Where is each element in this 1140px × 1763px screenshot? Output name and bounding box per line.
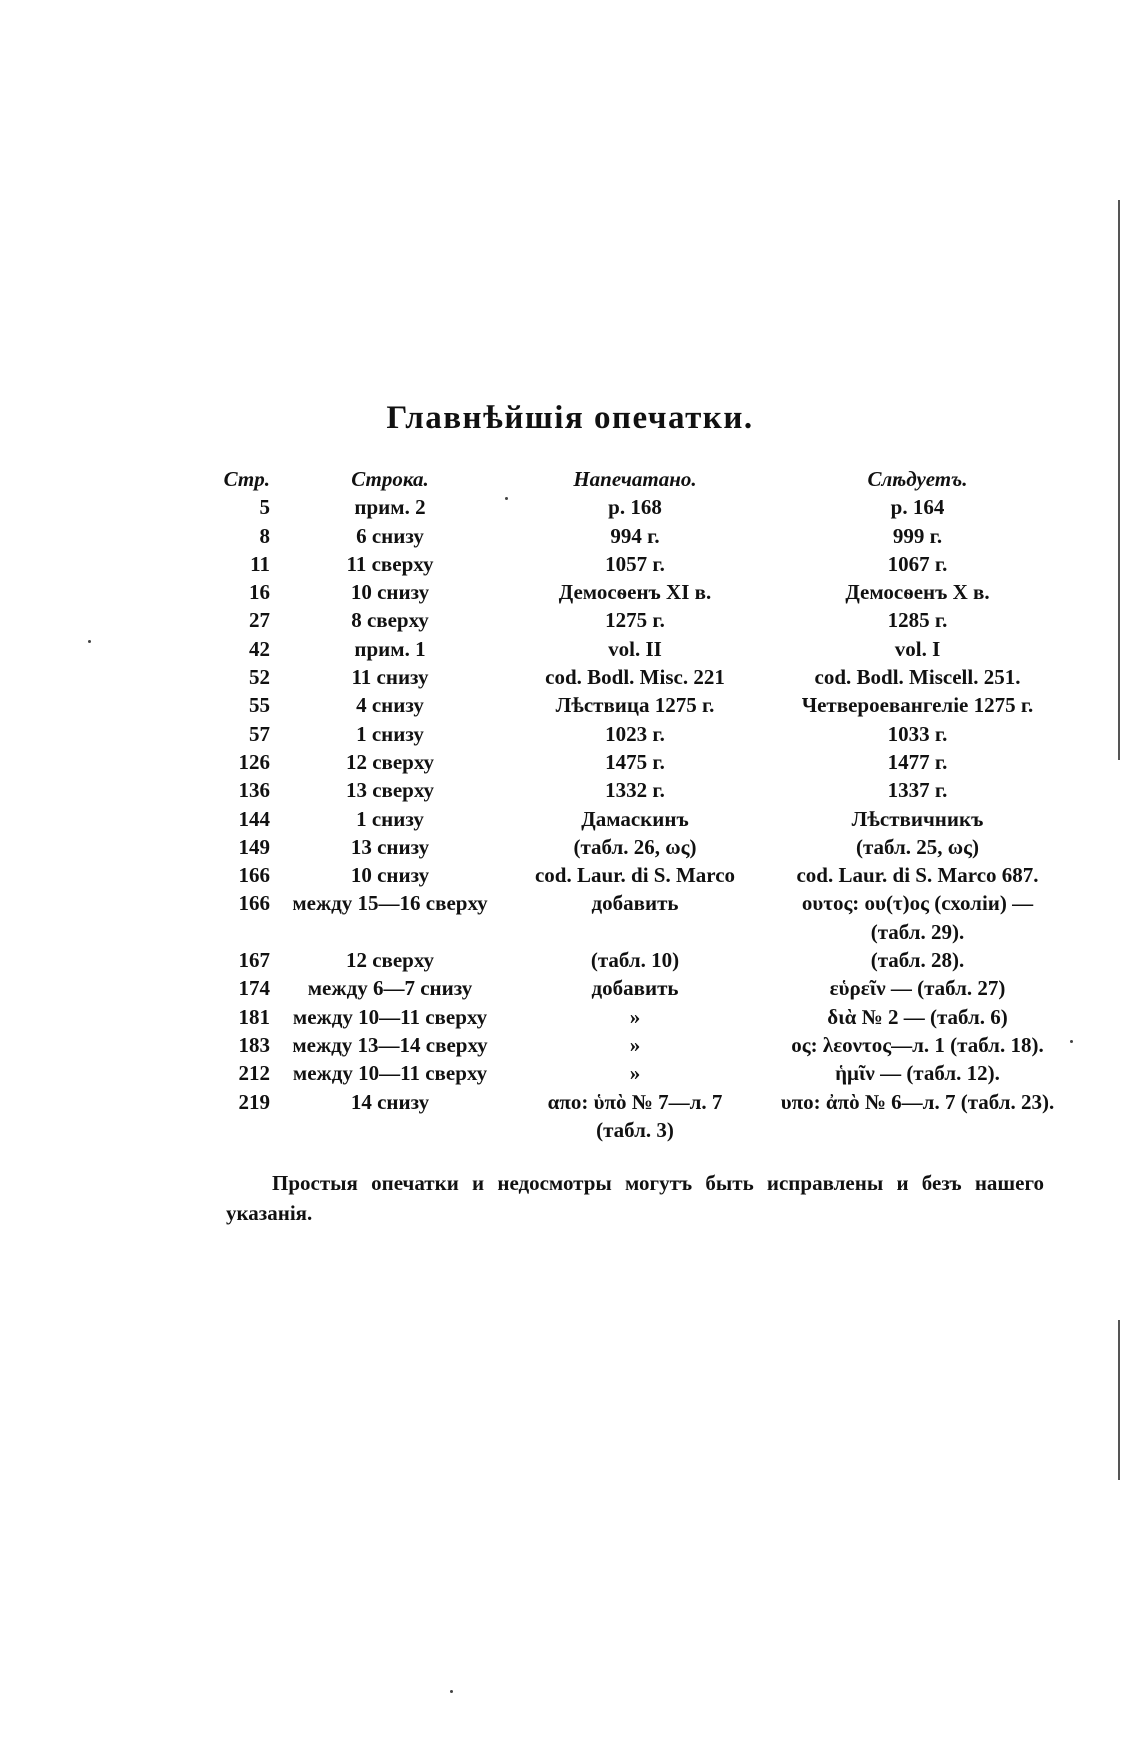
- cell-correct: cod. Bodl. Miscell. 251.: [814, 665, 1021, 690]
- cell-correct: Четвероевангеліе 1275 г.: [801, 693, 1034, 718]
- errata-row: [222, 973, 1065, 1001]
- errata-row: [222, 633, 1065, 661]
- errata-row: [222, 832, 1065, 860]
- errata-body: [222, 492, 1065, 1143]
- scan-edge-line: [1118, 200, 1120, 760]
- cell-line: между 6—7 снизу: [307, 976, 473, 1001]
- cell-correct: ουτος: ου(τ)ος (схоліи) —: [801, 891, 1034, 916]
- cell-correct: (табл. 25, ως): [855, 834, 980, 859]
- header-correct: Слѣдуетъ.: [867, 467, 968, 491]
- cell-line: между 13—14 сверху: [292, 1032, 488, 1057]
- cell-correct: 1285 г.: [887, 608, 948, 633]
- cell-line: 10 снизу: [350, 863, 430, 888]
- cell-correct: (табл. 28).: [870, 948, 965, 973]
- errata-row: [222, 775, 1065, 803]
- cell-page: 149: [238, 834, 270, 859]
- cell-page: [222, 916, 280, 944]
- cell-printed: p. 168: [608, 495, 662, 520]
- cell-correct: 1033 г.: [887, 721, 948, 746]
- cell-line: прим. 1: [354, 636, 426, 661]
- page-title: Главнѣйшія опечатки.: [386, 400, 754, 436]
- cell-page: [222, 1115, 280, 1143]
- cell-page: 136: [238, 778, 270, 803]
- cell-printed: (табл. 10): [590, 948, 680, 973]
- cell-printed: [500, 916, 770, 944]
- errata-row: [222, 605, 1065, 633]
- cell-line: 6 снизу: [356, 523, 424, 548]
- cell-line: 13 снизу: [350, 834, 430, 859]
- cell-line: 14 снизу: [350, 1089, 430, 1114]
- errata-row: [222, 492, 1065, 520]
- header-line: Строка.: [351, 467, 429, 491]
- cell-page: 144: [238, 806, 270, 831]
- cell-correct: 1477 г.: [887, 749, 948, 774]
- cell-correct: Демосѳенъ X в.: [845, 580, 990, 605]
- scan-speck: [88, 640, 91, 643]
- cell-correct: ἡμῖν — (табл. 12).: [835, 1061, 1000, 1086]
- cell-correct: [770, 1115, 1065, 1143]
- cell-printed: 1332 г.: [605, 778, 665, 803]
- cell-page: 55: [249, 693, 270, 718]
- cell-line: [280, 916, 500, 944]
- scan-speck: [450, 1690, 453, 1693]
- errata-header-row: [222, 462, 1065, 492]
- cell-printed: 1475 г.: [605, 749, 665, 774]
- cell-page: 57: [249, 721, 270, 746]
- errata-row: [222, 747, 1065, 775]
- cell-page: 42: [249, 636, 270, 661]
- errata-row: [222, 520, 1065, 548]
- scan-speck: [1070, 1040, 1073, 1043]
- cell-printed: απο: ὑπὸ № 7—л. 7: [547, 1089, 723, 1114]
- errata-row: [222, 577, 1065, 605]
- cell-printed: »: [629, 1032, 641, 1057]
- errata-row: [222, 1001, 1065, 1029]
- cell-line: 13 сверху: [345, 778, 435, 803]
- cell-printed: (табл. 26, ως): [573, 834, 697, 859]
- cell-printed: Дамаскинъ: [581, 806, 689, 831]
- header-printed: Напечатано.: [573, 467, 697, 491]
- cell-page: 16: [249, 580, 270, 605]
- errata-row: [222, 803, 1065, 831]
- header-page: Стр.: [223, 467, 270, 491]
- cell-page: 8: [259, 523, 270, 548]
- cell-line: 11 снизу: [351, 665, 429, 690]
- cell-line: между 15—16 сверху: [292, 891, 488, 916]
- cell-printed: 994 г.: [610, 523, 660, 548]
- scan-speck: [505, 497, 508, 500]
- cell-page: 181: [238, 1004, 270, 1029]
- errata-table: [222, 462, 1065, 1143]
- cell-printed: cod. Bodl. Misc. 221: [545, 665, 725, 690]
- cell-line: прим. 2: [354, 495, 426, 520]
- errata-row: [222, 860, 1065, 888]
- cell-correct: p. 164: [890, 495, 945, 520]
- errata-row: [222, 1086, 1065, 1114]
- cell-printed: 1057 г.: [605, 551, 665, 576]
- cell-page: 166: [238, 891, 270, 916]
- cell-page: 27: [249, 608, 270, 633]
- cell-printed: cod. Laur. di S. Marco: [534, 863, 736, 888]
- cell-printed: »: [629, 1061, 641, 1086]
- cell-correct: 1067 г.: [887, 551, 948, 576]
- scan-edge-line: [1118, 1320, 1120, 1480]
- cell-printed: Демосѳенъ XI в.: [558, 580, 712, 605]
- errata-row: [222, 662, 1065, 690]
- cell-page: 5: [259, 495, 270, 520]
- errata-row: [222, 916, 1065, 944]
- cell-line: между 10—11 сверху: [292, 1061, 488, 1086]
- cell-printed: добавить: [591, 891, 679, 916]
- errata-row: [222, 690, 1065, 718]
- cell-line: 1 снизу: [356, 806, 424, 831]
- cell-line: 12 сверху: [345, 749, 435, 774]
- cell-page: 126: [238, 749, 270, 774]
- cell-printed: 1023 г.: [605, 721, 665, 746]
- cell-correct: (табл. 29).: [870, 919, 965, 944]
- cell-page: 52: [249, 665, 270, 690]
- cell-page: 183: [238, 1032, 270, 1057]
- errata-row: [222, 1030, 1065, 1058]
- cell-page: 174: [238, 976, 270, 1001]
- cell-line: между 10—11 сверху: [292, 1004, 488, 1029]
- cell-correct: εὑρεῖν — (табл. 27): [829, 976, 1006, 1001]
- cell-correct: ος: λεοντος—л. 1 (табл. 18).: [791, 1032, 1044, 1057]
- errata-row: [222, 1115, 1065, 1143]
- cell-correct: Лѣствичникъ: [851, 806, 984, 831]
- cell-page: 212: [238, 1061, 270, 1086]
- cell-correct: cod. Laur. di S. Marco 687.: [796, 863, 1039, 888]
- errata-row: [222, 888, 1065, 916]
- cell-page: 167: [238, 948, 270, 973]
- cell-line: [280, 1115, 500, 1143]
- cell-page: 166: [238, 863, 270, 888]
- cell-correct: διὰ № 2 — (табл. 6): [827, 1004, 1008, 1029]
- cell-printed: »: [629, 1004, 641, 1029]
- cell-printed: 1275 г.: [605, 608, 665, 633]
- cell-line: 11 сверху: [346, 551, 434, 576]
- cell-page: 11: [250, 551, 270, 576]
- cell-correct: 999 г.: [892, 523, 943, 548]
- cell-printed: Лѣствица 1275 г.: [555, 693, 715, 718]
- cell-line: 1 снизу: [356, 721, 424, 746]
- cell-correct: υπο: ἀπὸ № 6—л. 7 (табл. 23).: [780, 1089, 1055, 1114]
- cell-correct: 1337 г.: [887, 778, 948, 803]
- cell-printed: добавить: [591, 976, 679, 1001]
- errata-row: [222, 945, 1065, 973]
- cell-printed: (табл. 3): [596, 1117, 674, 1142]
- cell-line: 4 снизу: [356, 693, 424, 718]
- errata-row: [222, 1058, 1065, 1086]
- cell-correct: vol. I: [894, 636, 941, 661]
- cell-line: 12 сверху: [345, 948, 435, 973]
- errata-row: [222, 718, 1065, 746]
- cell-printed: vol. II: [608, 636, 662, 661]
- closing-note: Простыя опечатки и недосмотры могутъ быть исправлены и безъ нашего указанія.: [226, 1171, 1044, 1225]
- cell-page: 219: [238, 1089, 270, 1114]
- cell-line: 8 сверху: [351, 608, 429, 633]
- cell-line: 10 снизу: [350, 580, 430, 605]
- errata-row: [222, 549, 1065, 577]
